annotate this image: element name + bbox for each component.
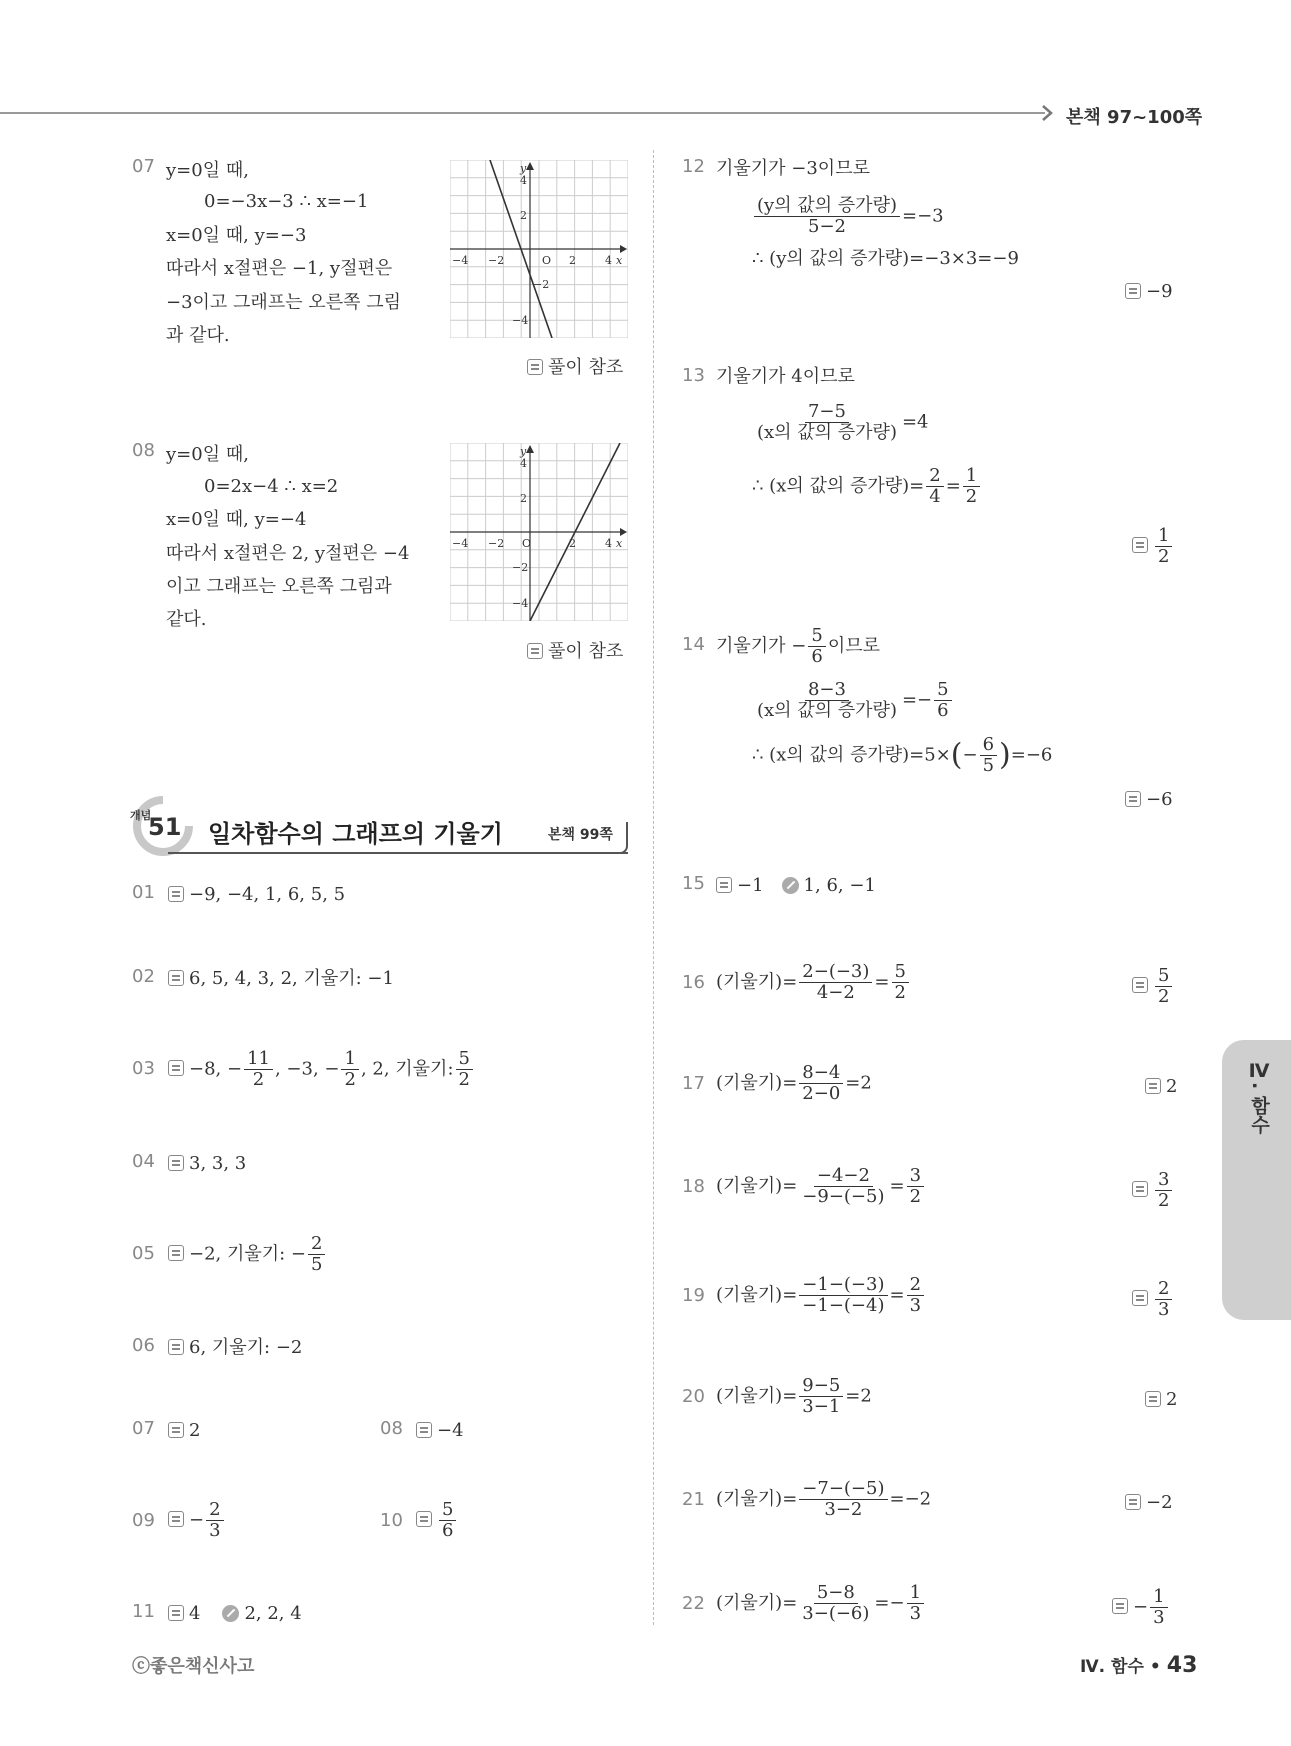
- fraction: $\frac{2}{3}$: [1155, 1279, 1172, 1320]
- fraction: $\frac{2}{5}$: [308, 1234, 325, 1275]
- svg-text:−2: −2: [488, 254, 505, 267]
- problem-number: 04: [132, 1151, 155, 1172]
- problem-number: 14: [682, 634, 705, 655]
- svg-text:4: 4: [520, 174, 527, 187]
- svg-text:O: O: [542, 254, 552, 267]
- svg-text:O: O: [522, 537, 532, 550]
- answer-icon: [1125, 1494, 1141, 1510]
- fraction: $\frac{5}{6}$: [934, 680, 951, 721]
- fraction: $\frac{1}{3}$: [907, 1583, 924, 1624]
- section-title: 일차함수의 그래프의 기울기: [208, 820, 503, 848]
- answer-icon: [716, 877, 732, 893]
- problem-number: 16: [682, 972, 705, 993]
- equation-line: $\frac{8-3}{\text{(x의 값의 증가량)}}$ =− $\frac{5}{6}$: [752, 680, 954, 721]
- problem-number: 05: [132, 1243, 155, 1264]
- header-arrow-icon: [1040, 104, 1054, 122]
- answer-icon: [1132, 1181, 1148, 1197]
- svg-text:2: 2: [520, 492, 527, 505]
- fraction: $\frac{1}{2}$: [963, 466, 980, 507]
- svg-text:x: x: [616, 537, 623, 550]
- text-line: 이고 그래프는 오른쪽 그림과: [166, 576, 392, 597]
- problem-number: 21: [682, 1489, 705, 1510]
- fraction: $\frac{11}{2}$: [244, 1049, 273, 1090]
- text-line: x=0일 때, y=−4: [166, 509, 307, 530]
- answer-icon: [168, 1155, 184, 1171]
- answer-icon: [1145, 1391, 1161, 1407]
- fraction: $\frac{3}{2}$: [1155, 1170, 1172, 1211]
- problem-number: 11: [132, 1601, 155, 1622]
- answer-icon: [168, 1422, 184, 1438]
- fraction: $\frac{8-4}{2-0}$: [799, 1063, 843, 1104]
- answer-line: −9, −4, 1, 6, 5, 5: [168, 886, 345, 904]
- svg-text:4: 4: [605, 537, 612, 550]
- graph-p07: [450, 160, 628, 338]
- answer-icon: [168, 1060, 184, 1076]
- problem-number: 22: [682, 1593, 705, 1614]
- answer-line: −8, − $\frac{11}{2}$ , −3, − $\frac{1}{2}$ , 2, 기울기: $\frac{5}{2}$: [168, 1049, 475, 1090]
- chapter-side-tab-label: Ⅳ. 함수: [1248, 1060, 1270, 1134]
- header-page-ref: 본책 97~100쪽: [1066, 107, 1203, 128]
- answer-icon: [1132, 977, 1148, 993]
- answer-line: [1132, 526, 1174, 567]
- svg-text:2: 2: [520, 209, 527, 222]
- svg-text:−4: −4: [452, 537, 469, 550]
- answer-icon: [168, 1339, 184, 1355]
- graph-p08: [450, 443, 628, 621]
- answer-icon: [1125, 791, 1141, 807]
- fraction: $\frac{9-5}{3-1}$: [799, 1376, 843, 1417]
- answer-line: 2: [1145, 1391, 1177, 1409]
- header-rule: [0, 112, 1045, 114]
- answer-note: 풀이 참조: [527, 359, 623, 377]
- svg-text:−2: −2: [488, 537, 505, 550]
- problem-number: 10: [380, 1510, 403, 1531]
- answer-line: −9: [1125, 283, 1173, 301]
- fraction: $\frac{5-8}{3-(-6)}$: [802, 1582, 870, 1624]
- svg-text:y: y: [520, 445, 527, 458]
- section-ref: 본책 99쪽: [548, 827, 613, 843]
- fraction: $\frac{2}{3}$: [907, 1275, 924, 1316]
- svg-text:4: 4: [605, 254, 612, 267]
- problem-number: 07: [132, 156, 155, 177]
- equation-line: 기울기가 − $\frac{5}{6}$ 이므로: [716, 625, 880, 667]
- fraction: $\frac{2}{3}$: [206, 1500, 223, 1541]
- text-line: 같다.: [166, 609, 207, 630]
- answer-line: −1 1, 6, −1: [716, 877, 876, 895]
- equation-line: $\frac{\text{(y의 값의 증가량)}}{5-2}$ =−3: [752, 196, 944, 237]
- text-line: 기울기가 4이므로: [716, 366, 855, 387]
- answer-line: − $\frac{1}{3}$: [1112, 1587, 1170, 1628]
- problem-number: 19: [682, 1285, 705, 1306]
- svg-text:−4: −4: [512, 314, 529, 327]
- text-line: y=0일 때,: [166, 444, 249, 465]
- problem-number: 07: [132, 1418, 155, 1439]
- answer-line: 6, 5, 4, 3, 2, 기울기: −1: [168, 970, 394, 988]
- answer-icon: [1145, 1078, 1161, 1094]
- equation-line: (기울기)= $\frac{-4-2}{-9-(-5)}$ = $\frac{3}{2}$: [716, 1166, 926, 1207]
- answer-line: 2: [1145, 1078, 1177, 1096]
- equation-line: (기울기)= $\frac{5-8}{3-(-6)}$ =− $\frac{1}{3}$: [716, 1583, 926, 1624]
- problem-number: 08: [132, 440, 155, 461]
- text-line: x=0일 때, y=−3: [166, 225, 307, 246]
- equation-line: ∴ (x의 값의 증가량)= $\frac{2}{4}$ = $\frac{1}{2}$: [752, 466, 982, 507]
- answer-line: −2, 기울기: − $\frac{2}{5}$: [168, 1234, 327, 1275]
- section-badge-number: 51: [148, 813, 182, 841]
- footer-publisher: ⓒ좋은책신사고: [132, 1656, 255, 1677]
- equation-line: (기울기)= $\frac{9-5}{3-1}$ =2: [716, 1375, 872, 1417]
- equation-line: ∴ (x의 값의 증가량)=5×(− $\frac{6}{5}$ )=−6: [752, 734, 1053, 776]
- text-line: y=0일 때,: [166, 160, 249, 181]
- section-bracket: [618, 822, 628, 854]
- equation-line: (기울기)= $\frac{-1-(-3)}{-1-(-4)}$ = $\frac{2}{3}$: [716, 1275, 926, 1316]
- answer-icon: [1132, 1290, 1148, 1306]
- problem-number: 09: [132, 1510, 155, 1531]
- text-line: 따라서 x절편은 −1, y절편은: [166, 258, 393, 279]
- answer-line: 2: [168, 1422, 200, 1440]
- svg-text:y: y: [520, 162, 527, 175]
- fraction: $\frac{5}{6}$: [808, 626, 825, 667]
- answer-icon: [168, 1245, 184, 1261]
- svg-text:2: 2: [569, 537, 576, 550]
- answer-icon: [168, 970, 184, 986]
- problem-number: 06: [132, 1335, 155, 1356]
- page-number: 43: [1166, 1653, 1198, 1678]
- fraction: $\frac{5}{2}$: [456, 1049, 473, 1090]
- fraction: $\frac{8-3}{\text{(x의 값의 증가량)}}$: [757, 679, 897, 721]
- text-line: 과 같다.: [166, 325, 230, 346]
- svg-text:−4: −4: [452, 254, 469, 267]
- answer-line: [416, 1500, 458, 1541]
- fraction: $\frac{1}{3}$: [1150, 1587, 1167, 1628]
- svg-text:2: 2: [569, 254, 576, 267]
- footer-chapter: Ⅳ. 함수 • 43: [1080, 1653, 1198, 1678]
- fraction: $\frac{2-(-3)}{4-2}$: [799, 962, 872, 1003]
- problem-number: 08: [380, 1418, 403, 1439]
- svg-text:x: x: [616, 254, 623, 267]
- problem-number: 20: [682, 1386, 705, 1407]
- fraction: $\frac{7-5}{\text{(x의 값의 증가량)}}$: [757, 401, 897, 443]
- answer-line: 6, 기울기: −2: [168, 1339, 302, 1357]
- answer-icon: [416, 1422, 432, 1438]
- column-divider: [653, 150, 654, 1625]
- fraction: $\frac{5}{2}$: [1155, 966, 1172, 1007]
- answer-icon: [168, 886, 184, 902]
- answer-icon: [416, 1511, 432, 1527]
- answer-line: − $\frac{2}{3}$: [168, 1500, 226, 1541]
- answer-line: [1132, 1279, 1174, 1320]
- answer-line: −4: [416, 1422, 464, 1440]
- text-line: 기울기가 −3이므로: [716, 158, 870, 179]
- fraction: $\frac{-4-2}{-9-(-5)}$: [802, 1165, 885, 1207]
- equation-line: (기울기)= $\frac{8-4}{2-0}$ =2: [716, 1062, 872, 1104]
- problem-number: 02: [132, 966, 155, 987]
- solution-icon: [782, 877, 799, 894]
- fraction: $\frac{5}{2}$: [892, 962, 909, 1003]
- fraction: $\frac{6}{5}$: [980, 735, 997, 776]
- fraction: $\frac{2}{4}$: [926, 466, 943, 507]
- answer-icon: [168, 1511, 184, 1527]
- equation-line: (기울기)= $\frac{-7-(-5)}{3-2}$ =−2: [716, 1478, 932, 1520]
- equation-line: (기울기)= $\frac{2-(-3)}{4-2}$ = $\frac{5}{2}$: [716, 962, 911, 1003]
- solution-icon: [222, 1605, 239, 1622]
- section-underline: [168, 852, 628, 854]
- section-badge-label: 개념: [130, 809, 152, 822]
- answer-line: [1132, 966, 1174, 1007]
- text-line: ∴ (y의 값의 증가량)=−3×3=−9: [752, 248, 1019, 269]
- answer-icon: [1125, 283, 1141, 299]
- answer-line: [1132, 1170, 1174, 1211]
- fraction: $\frac{5}{6}$: [439, 1500, 456, 1541]
- fraction: $\frac{1}{2}$: [341, 1049, 358, 1090]
- problem-number: 12: [682, 156, 705, 177]
- answer-note: 풀이 참조: [527, 643, 623, 661]
- text-line: 0=2x−4 ∴ x=2: [204, 476, 339, 497]
- fraction: $\frac{\text{(y의 값의 증가량)}}{5-2}$: [754, 196, 900, 237]
- answer-icon: [527, 359, 543, 375]
- svg-text:−2: −2: [512, 561, 529, 574]
- text-line: 따라서 x절편은 2, y절편은 −4: [166, 543, 410, 564]
- answer-icon: [168, 1605, 184, 1621]
- fraction: $\frac{1}{2}$: [1155, 526, 1172, 567]
- fraction: $\frac{3}{2}$: [907, 1166, 924, 1207]
- text-line: 0=−3x−3 ∴ x=−1: [204, 191, 369, 212]
- answer-line: −6: [1125, 791, 1173, 809]
- svg-text:4: 4: [520, 457, 527, 470]
- answer-icon: [527, 643, 543, 659]
- svg-text:−2: −2: [533, 278, 550, 291]
- answer-line: 3, 3, 3: [168, 1155, 246, 1173]
- answer-line: 4 2, 2, 4: [168, 1605, 302, 1623]
- answer-icon: [1132, 537, 1148, 553]
- problem-number: 17: [682, 1073, 705, 1094]
- svg-text:−4: −4: [512, 597, 529, 610]
- problem-number: 01: [132, 882, 155, 903]
- problem-number: 18: [682, 1176, 705, 1197]
- problem-number: 13: [682, 365, 705, 386]
- problem-number: 15: [682, 873, 705, 894]
- text-line: −3이고 그래프는 오른쪽 그림: [166, 292, 401, 313]
- answer-icon: [1112, 1598, 1128, 1614]
- equation-line: $\frac{7-5}{\text{(x의 값의 증가량)}}$ =4: [752, 402, 929, 443]
- fraction: $\frac{-7-(-5)}{3-2}$: [799, 1479, 887, 1520]
- problem-number: 03: [132, 1058, 155, 1079]
- fraction: $\frac{-1-(-3)}{-1-(-4)}$: [799, 1275, 887, 1316]
- answer-line: −2: [1125, 1494, 1173, 1512]
